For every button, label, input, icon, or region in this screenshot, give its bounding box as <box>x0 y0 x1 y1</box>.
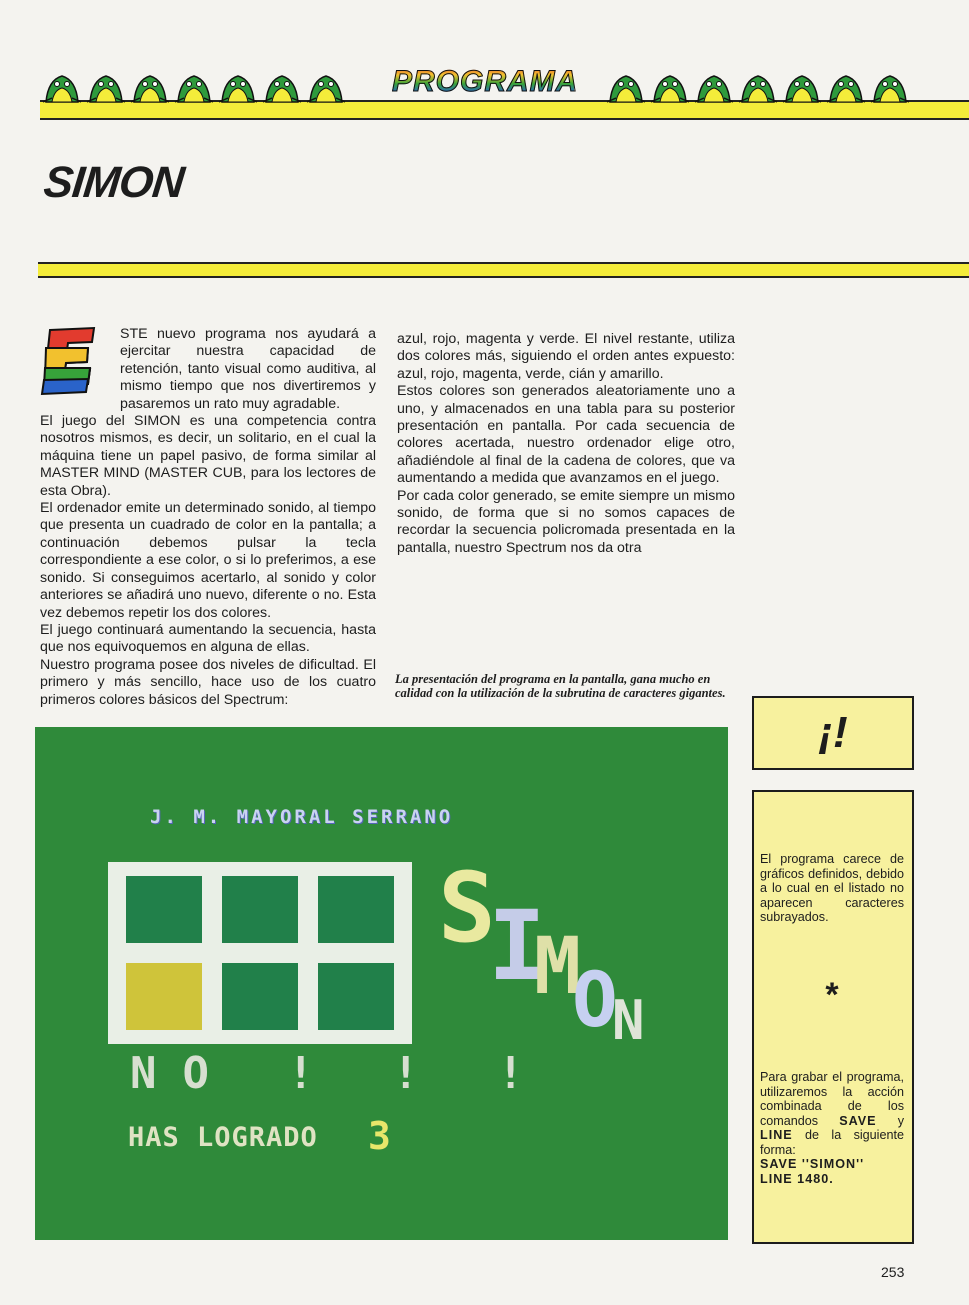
color-grid <box>108 862 412 1044</box>
color-cell <box>222 876 298 943</box>
code-save-simon: SAVE ''SIMON'' <box>760 1157 865 1171</box>
command-save: SAVE <box>839 1113 877 1128</box>
paragraph: azul, rojo, magenta y verde. El nivel restante, utiliza dos colores más, siguiendo el orden antes expuesto: azul, rojo, magenta, verde, cián y amarillo. <box>397 331 735 382</box>
score-label: HAS LOGRADO <box>128 1122 318 1153</box>
paragraph: STE nuevo programa nos ayudará a ejercitar nuestra capacidad de retención, tanto visual como auditiva, al mismo tiempo que nos divertiremos y pasaremos un rato muy agradable. <box>120 326 376 412</box>
creature-icon <box>86 68 126 104</box>
note-save-tail: de la siguiente forma: <box>760 1128 904 1157</box>
paragraph: Estos colores son generados aleatoriamente uno a uno, y almacenados en una tabla para su posterior presentación en pantalla. Por cada secuencia de colores acertada, nuestro ordenador elige otro, añadiéndole al final de la cadena de colores, que va aumentando a medida que avanzamos en el juego. <box>397 383 735 487</box>
header-decoration-left <box>42 62 346 104</box>
creature-icon <box>306 68 346 104</box>
logo-letter-n: N <box>612 989 645 1052</box>
note-save-text: Para grabar el programa, utilizaremos la acción combinada de los comandos <box>760 1070 904 1128</box>
creature-icon <box>870 68 910 104</box>
color-cell <box>126 963 202 1030</box>
screen-credit: J. M. MAYORAL SERRANO <box>150 806 454 828</box>
creature-icon <box>174 68 214 104</box>
code-line-1480: LINE 1480. <box>760 1171 834 1186</box>
paragraph: El juego del SIMON es una competencia contra nosotros mismos, es decir, un solitario, en el cual la máquina tiene un papel pasivo, de forma similar al MASTER MIND (MASTER CUB, para los lectores de esta Obra). <box>40 413 376 499</box>
creature-icon <box>130 68 170 104</box>
note-save-and: y <box>897 1113 904 1128</box>
paragraph: Nuestro programa posee dos niveles de dificultad. El primero y más sencillo, hace uso de los cuatro primeros colores básicos del Spectrum: <box>40 656 376 708</box>
exclaim-box: ¡! <box>752 696 914 770</box>
right-column <box>397 331 735 557</box>
screen-message: NO ! ! ! <box>130 1048 550 1099</box>
creature-icon <box>738 68 778 104</box>
creature-icon <box>262 68 302 104</box>
header-decoration-right <box>606 62 910 104</box>
command-line: LINE <box>760 1128 793 1142</box>
color-cell <box>126 876 202 943</box>
logo-letter-m: M <box>534 922 581 1012</box>
logo-letter-s: S <box>438 852 496 964</box>
creature-icon <box>42 68 82 104</box>
color-cell <box>318 876 394 943</box>
paragraph: El ordenador emite un determinado sonido, al tiempo que presenta un cuadrado de color en la pantalla; a continuación debemos pulsar la tecla correspondiente a ese color, o si lo preferimos, a ese sonido. Si conseguimos acertarlo, al sonido y color anteriores se añadirá uno nuevo, diferente o no. Esta vez debemos repetir los dos colores. <box>40 500 376 621</box>
figure-caption: La presentación del programa en la pantalla, gana mucho en calidad con la utilización de la subrutina de caracteres gigantes. <box>395 672 726 700</box>
note-graphics: El programa carece de gráficos definidos, debido a lo cual en el listado no aparecen caracteres subrayados. <box>760 852 904 924</box>
creature-icon <box>650 68 690 104</box>
asterisk-divider: * <box>825 976 839 1014</box>
score-value: 3 <box>368 1114 391 1158</box>
color-cell <box>222 963 298 1030</box>
paragraph: Por cada color generado, se emite siempre un mismo sonido, de forma que si no somos capaces de recordar la secuencia policromada presentada en la pantalla, nuestro Spectrum nos da otra <box>397 487 735 556</box>
color-cell <box>318 963 394 1030</box>
creature-icon <box>694 68 734 104</box>
logo-letter-i: I <box>488 890 546 1002</box>
section-title: PROGRAMA <box>392 65 579 98</box>
left-column <box>40 326 376 709</box>
paragraph: El juego continuará aumentando la secuencia, hasta que nos equivoquemos en alguna de ellas. <box>40 621 376 656</box>
creature-icon <box>606 68 646 104</box>
page-number: 253 <box>881 1264 905 1280</box>
creature-icon <box>826 68 866 104</box>
article-title: SIMON <box>41 158 186 207</box>
logo-letter-o: O <box>572 955 618 1044</box>
dropcap-letter-e <box>38 326 110 404</box>
title-band <box>38 262 969 278</box>
creature-icon <box>218 68 258 104</box>
creature-icon <box>782 68 822 104</box>
note-save <box>760 1070 904 1186</box>
dropcap <box>38 326 110 404</box>
